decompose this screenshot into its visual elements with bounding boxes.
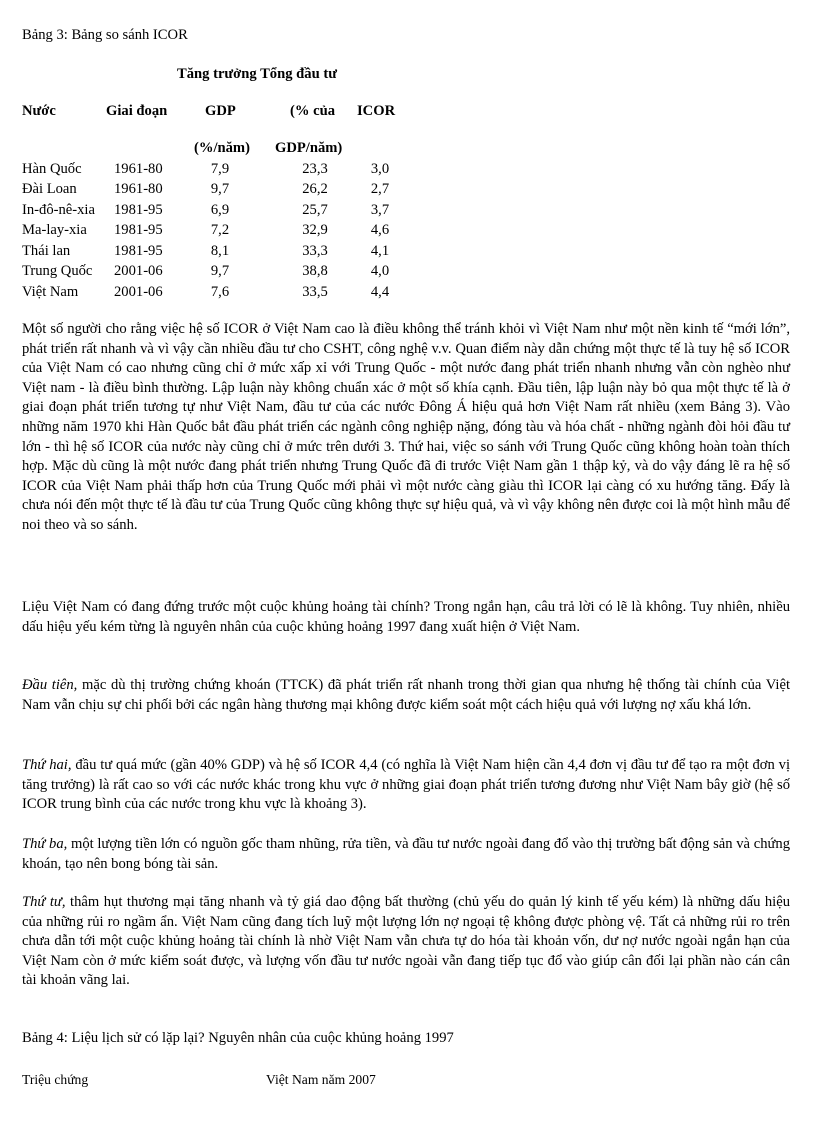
header-icor: ICOR — [357, 103, 396, 119]
row-icor: 4,0 — [370, 263, 390, 279]
paragraph-third-point — [22, 835, 790, 874]
row-country: Hàn Quốc — [22, 161, 82, 177]
row-period: 1981-95 — [114, 202, 163, 218]
text-third: một lượng tiền lớn có nguồn gốc tham nhũng, rửa tiền, và đầu tư nước ngoài đang đổ vào thị trường bất động sản và chứng khoán, tạo nên bong bóng tài sản. — [22, 836, 790, 872]
row-country: In-đô-nê-xia — [22, 202, 95, 218]
row-investment: 38,8 — [302, 263, 328, 279]
paragraph-icor-argument: Một số người cho rằng việc hệ số ICOR ở Việt Nam cao là điều không thể tránh khỏi vì Việt Nam như một nền kinh tế “mới lớn”, phát triển rất nhanh và vì vậy cần nhiều đầu tư cho CSHT, công nghệ v.v. Quan điểm này dẫn chứng một thực tế là tuy hệ số ICOR của Việt Nam có cao nhưng cũng chỉ ở mức xấp xỉ với Trung Quốc - một nước đang phát triển nhanh nhưng vẫn còn nghèo như Việt nam - là điều bình thường. Lập luận này không chuẩn xác ở một số khía cạnh. Đầu tiên, lập luận này bỏ qua một thực tế là ở giai đoạn phát triển tương tự như Việt Nam, đầu tư của các nước Đông Á hiệu quả hơn Việt Nam rất nhiều (xem Bảng 3). Vào những năm 1970 khi Hàn Quốc bắt đầu phát triển các ngành công nghiệp nặng, đóng tàu và hóa chất - những ngành đòi hỏi đầu tư lớn - thì hệ số ICOR của nước này cũng chỉ ở mức trên dưới 3. Thứ hai, việc so sánh với Trung Quốc cũng không hoàn toàn thích hợp. Mặc dù cũng là một nước đang phát triển nhưng Trung Quốc đã đi trước Việt Nam gần 1 thập kỷ, và do vậy đáng lẽ ra hệ số ICOR của Việt Nam phải thấp hơn của Trung Quốc mới phải vì một nước càng giàu thì ICOR lại càng có xu hướng tăng. Đấy là chưa nói đến một thực tế là đầu tư của Trung Quốc cũng không thực sự hiệu quả, và vì vậy không nên được coi là một hình mẫu để noi theo và so sánh. — [22, 321, 790, 533]
table4-header-vietnam-2007: Việt Nam năm 2007 — [266, 1072, 376, 1087]
row-period: 1961-80 — [114, 181, 163, 197]
lead-second: Thứ hai, — [22, 757, 72, 773]
row-country: Đài Loan — [22, 181, 77, 197]
text-first: mặc dù thị trường chứng khoán (TTCK) đã phát triển rất nhanh trong thời gian qua nhưng hệ thống tài chính của Việt Nam vẫn chịu sự chi phối bởi các ngân hàng thương mại không được kiểm soát một cách hiệu quả với lượng nợ xấu khá lớn. — [22, 677, 790, 713]
header-country: Nước — [22, 103, 56, 119]
paragraph-second-point — [22, 756, 790, 815]
row-investment: 32,9 — [302, 222, 328, 238]
row-gdp: 9,7 — [210, 181, 230, 197]
row-investment: 26,2 — [302, 181, 328, 197]
subheader-gdp-unit: (%/năm) — [194, 140, 250, 156]
row-investment: 33,5 — [302, 284, 328, 300]
row-gdp: 8,1 — [210, 243, 230, 259]
row-country: Việt Nam — [22, 284, 79, 300]
table3-header-top: Tăng trưởng Tổng đầu tư — [177, 66, 337, 82]
table4-caption: Bảng 4: Liệu lịch sử có lặp lại? Nguyên nhân của cuộc khủng hoảng 1997 — [22, 1030, 454, 1046]
row-country: Ma-lay-xia — [22, 222, 87, 238]
row-icor: 3,0 — [370, 161, 390, 177]
subheader-investment-unit: GDP/năm) — [275, 140, 343, 156]
row-icor: 3,7 — [370, 202, 390, 218]
row-icor: 2,7 — [370, 181, 390, 197]
row-gdp: 7,9 — [210, 161, 230, 177]
row-gdp: 7,6 — [210, 284, 230, 300]
text-fourth: thâm hụt thương mại tăng nhanh và tỷ giá dao động bất thường (chủ yếu do quản lý kinh tế yếu kém) là những dấu hiệu của những rủi ro ngầm ẩn. Việt Nam cũng đang tích luỹ một lượng lớn nợ ngoại tệ không được phòng vệ. Tất cả những rủi ro trên chưa dẫn tới một cuộc khủng hoảng tài chính là nhờ Việt Nam vẫn chưa tự do hóa tài khoản vốn, dư nợ nước ngoài ngắn hạn của Việt Nam còn ở mức kiểm soát được, và lượng vốn đầu tư nước ngoài vẫn đang tiếp tục đổ vào giúp cân đối lại phần nào cán cân tài khoản vãng lai. — [22, 894, 790, 989]
row-icor: 4,1 — [370, 243, 390, 259]
paragraph-fourth-point — [22, 893, 790, 991]
row-period: 1961-80 — [114, 161, 163, 177]
header-investment: (% của — [290, 103, 335, 119]
row-gdp: 9,7 — [210, 263, 230, 279]
row-period: 2001-06 — [114, 263, 163, 279]
row-period: 1981-95 — [114, 243, 163, 259]
row-investment: 23,3 — [302, 161, 328, 177]
header-gdp: GDP — [205, 103, 236, 119]
table3-caption: Bảng 3: Bảng so sánh ICOR — [22, 27, 188, 43]
row-country: Trung Quốc — [22, 263, 93, 279]
row-investment: 25,7 — [302, 202, 328, 218]
paragraph-crisis-question: Liệu Việt Nam có đang đứng trước một cuộc khủng hoảng tài chính? Trong ngắn hạn, câu trả lời có lẽ là không. Tuy nhiên, nhiều dấu hiệu yếu kém từng là nguyên nhân của cuộc khủng hoảng 1997 đang xuất hiện ở Việt Nam. — [22, 599, 790, 635]
row-gdp: 6,9 — [210, 202, 230, 218]
lead-first: Đầu tiên, — [22, 677, 78, 693]
paragraph-first-point — [22, 676, 790, 715]
row-icor: 4,6 — [370, 222, 390, 238]
header-period: Giai đoạn — [106, 103, 168, 119]
text-second: đầu tư quá mức (gần 40% GDP) và hệ số ICOR 4,4 (có nghĩa là Việt Nam hiện cần 4,4 đơn vị đầu tư để tạo ra một đơn vị tăng trưởng) là rất cao so với các nước khác trong khu vực ở những giai đoạn phát triển tương đương như Việt Nam bây giờ (hệ số ICOR trung bình của các nước trong khu vực là khoảng 3). — [22, 757, 790, 813]
row-period: 2001-06 — [114, 284, 163, 300]
lead-fourth: Thứ tư, — [22, 894, 66, 910]
lead-third: Thứ ba, — [22, 836, 68, 852]
row-period: 1981-95 — [114, 222, 163, 238]
row-investment: 33,3 — [302, 243, 328, 259]
table4-header-symptom: Triệu chứng — [22, 1072, 89, 1087]
row-gdp: 7,2 — [210, 222, 230, 238]
row-icor: 4,4 — [370, 284, 390, 300]
row-country: Thái lan — [22, 243, 71, 259]
